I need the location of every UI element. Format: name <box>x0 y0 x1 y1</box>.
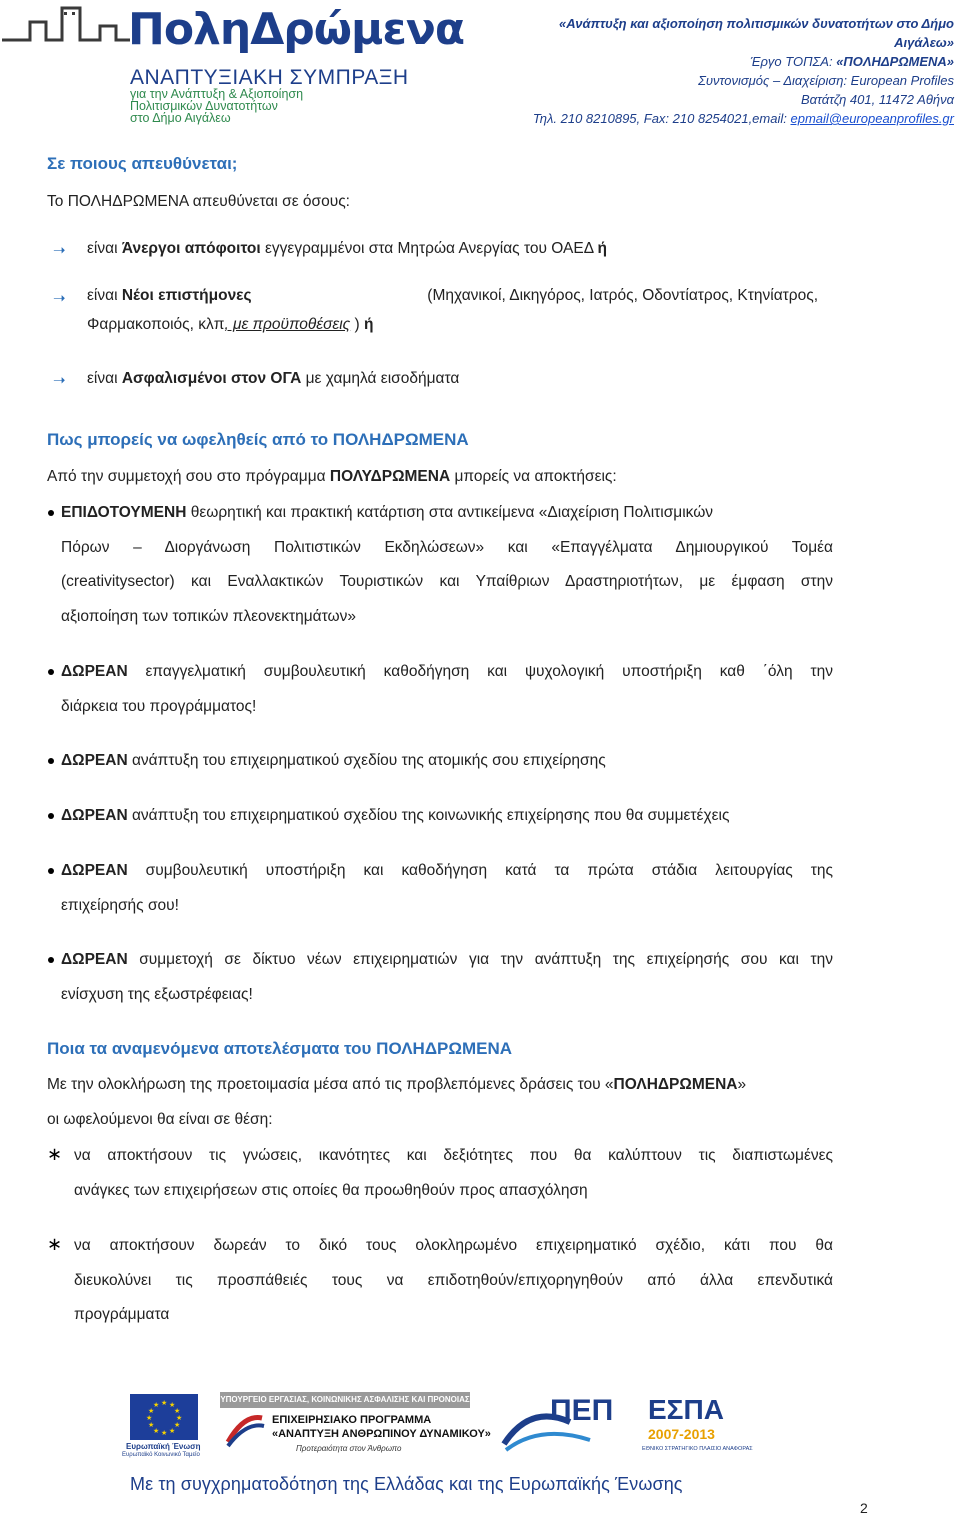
svg-text:★: ★ <box>153 1427 160 1435</box>
ministry-banner: ΥΠΟΥΡΓΕΙΟ ΕΡΓΑΣΙΑΣ, ΚΟΙΝΩΝΙΚΗΣ ΑΣΦΑΛΙΣΗΣ ΚΑΙ ΠΡΟΝΟΙΑΣ <box>220 1392 470 1408</box>
pep-logo: ΠΕΠ <box>500 1394 610 1454</box>
benefit-item: ΔΩΡΕΑΝ συμβουλευτική υποστήριξη και καθοδήγηση κατά τα πρώτα στάδια λειτουργίας της επιχείρησής σου! <box>61 862 833 914</box>
header-project-line: «Ανάπτυξη και αξιοποίηση πολιτισμικών δυνατοτήτων στο Δήμο Αιγάλεω» <box>559 16 954 50</box>
eu-flag-icon <box>130 1394 198 1440</box>
section-heading-results: Ποια τα αναμενόμενα αποτελέσματα του ΠΟΛΗΔΡΩΜΕΝΑ <box>47 1039 513 1058</box>
bullet-dot-icon <box>48 510 54 516</box>
results-intro: Με την ολοκλήρωση της προετοιμασία μέσα από τις προβλεπόμενες δράσεις του «ΠΟΛΗΔΡΩΜΕΝΑ» οι ωφελούμενοι θα είναι σε θέση: <box>47 1076 747 1128</box>
programme-subtitle: «ΑΝΑΠΤΥΞΗ ΑΝΘΡΩΠΙΝΟΥ ΔΥΝΑΜΙΚΟΥ» <box>272 1428 491 1440</box>
audience-item: είναι Ασφαλισμένοι στον ΟΓΑ με χαμηλά εισοδήματα <box>87 370 460 387</box>
svg-text:★: ★ <box>161 1429 168 1437</box>
eu-label: Ευρωπαϊκή Ένωση <box>126 1442 201 1451</box>
programme-title: ΕΠΙΧΕΙΡΗΣΙΑΚΟ ΠΡΟΓΡΑΜΜΑ <box>272 1414 432 1426</box>
bullet-dot-icon <box>48 758 54 764</box>
arrow-bullet-icon: ➝ <box>53 242 66 259</box>
espa-logo: ΕΣΠΑ 2007-2013 ΕΘΝΙΚΟ ΣΤΡΑΤΗΓΙΚΟ ΠΛΑΙΣΙΟ ΑΝΑΦΟΡΑΣ <box>642 1394 753 1452</box>
asterisk-bullet-icon: ∗ <box>47 1144 63 1164</box>
audience-intro: Το ΠΟΛΗΔΡΩΜΕΝΑ απευθύνεται σε όσους: <box>47 193 350 210</box>
audience-item: είναι Άνεργοι απόφοιτοι εγγεγραμμένοι στα Μητρώα Ανεργίας του ΟΑΕΔ ή <box>87 240 607 257</box>
logo-title: ΠοληΔρώμενα <box>128 4 465 55</box>
city-skyline-icon <box>2 0 132 70</box>
svg-text:★: ★ <box>148 1421 155 1429</box>
asterisk-bullet-icon: ∗ <box>47 1234 63 1254</box>
logo <box>0 0 465 130</box>
section-heading-audience: Σε ποιους απευθύνεται; <box>47 154 238 173</box>
svg-text:★: ★ <box>146 1414 153 1422</box>
bullet-dot-icon <box>48 813 54 819</box>
logo-tagline: για την Ανάπτυξη & Αξιοποίηση Πολιτισμικών Δυνατοτήτων στο Δήμο Αιγάλεω <box>130 87 304 125</box>
arrow-bullet-icon: ➝ <box>53 290 66 307</box>
svg-text:★: ★ <box>169 1401 176 1409</box>
svg-text:★: ★ <box>153 1401 160 1409</box>
programme-logo-icon <box>224 1412 266 1448</box>
benefit-item: ΔΩΡΕΑΝ συμμετοχή σε δίκτυο νέων επιχειρηματιών για την ανάπτυξη της επιχείρησής σου και την ενίσχυση της εξωστρέφειας! <box>61 951 833 1003</box>
section-heading-benefits: Πως μπορείς να ωφεληθείς από το ΠΟΛΗΔΡΩΜΕΝΑ <box>47 430 469 449</box>
benefit-item: ΔΩΡΕΑΝ ανάπτυξη του επιχειρηματικού σχεδίου της κοινωνικής επιχείρησης που θα συμμετέχεις <box>61 807 730 824</box>
svg-text:★: ★ <box>176 1414 183 1422</box>
bullet-dot-icon <box>48 868 54 874</box>
cofunding-statement: Με τη συγχρηματοδότηση της Ελλάδας και της Ευρωπαϊκής Ένωσης <box>130 1474 683 1494</box>
svg-text:★: ★ <box>174 1421 181 1429</box>
audience-item: είναι Νέοι επιστήμονες (Μηχανικοί, Δικηγόρος, Ιατρός, Οδοντίατρος, Κτηνίατρος, Φαρμακοποιός, κλπ, με προϋποθέσεις ) ή <box>87 287 818 333</box>
programme-motto: Προτεραιότητα στον Άνθρωπο <box>296 1444 402 1453</box>
bullet-dot-icon <box>48 669 54 675</box>
svg-text:★: ★ <box>169 1427 176 1435</box>
result-item: να αποκτήσουν τις γνώσεις, ικανότητες και δεξιότητες που θα καλύπτουν τις διαπιστωμένες ανάγκες των επιχειρήσεων στις οποίες θα προωθηθούν προς απασχόληση <box>74 1147 833 1199</box>
page-number: 2 <box>860 1500 868 1516</box>
arrow-bullet-icon: ➝ <box>53 372 66 389</box>
header-contact-block <box>514 14 954 128</box>
email-link[interactable]: epmail@europeanprofiles.gr <box>790 111 954 126</box>
benefit-item: ΕΠΙΔΟΤΟΥΜΕΝΗ θεωρητική και πρακτική κατάρτιση στα αντικείμενα «Διαχείριση Πολιτισμικών Πόρων – Διοργάνωση Πολιτιστικών Εκδηλώσεων» και «Επαγγέλματα Δημιουργικού Τομέα (creativitysector) και Εναλλακτικών Τουριστικών και Υπαίθριων Δραστηριοτήτων, με έμφαση στην αξιοποίηση των τοπικών πλεονεκτημάτων» <box>61 504 833 625</box>
header-address-line: Βατάτζη 401, 11472 Αθήνα <box>800 92 954 107</box>
eu-sub-label: Ευρωπαϊκό Κοινωνικό Ταμείο <box>122 1452 200 1458</box>
svg-text:★: ★ <box>148 1407 155 1415</box>
header-topsa-line: Έργο ΤΟΠΣΑ: «ΠΟΛΗΔΡΩΜΕΝΑ» <box>750 54 954 69</box>
benefit-item: ΔΩΡΕΑΝ ανάπτυξη του επιχειρηματικού σχεδίου της ατομικής σου επιχείρησης <box>61 752 606 769</box>
header-phone-line: Τηλ. 210 8210895, Fax: 210 8254021,email: epmail@europeanprofiles.gr <box>532 111 954 126</box>
header-coordination-line: Συντονισμός – Διαχείριση: European Profiles <box>698 73 954 88</box>
svg-text:★: ★ <box>161 1399 168 1407</box>
logo-subtitle: ΑΝΑΠΤΥΞΙΑΚΗ ΣΥΜΠΡΑΞΗ <box>130 66 409 89</box>
funding-footer <box>120 1390 760 1498</box>
bullet-dot-icon <box>48 957 54 963</box>
benefits-intro: Από την συμμετοχή σου στο πρόγραμμα ΠΟΛΥΔΡΩΜΕΝΑ μπορείς να αποκτήσεις: <box>47 468 617 485</box>
benefit-item: ΔΩΡΕΑΝ επαγγελματική συμβουλευτική καθοδήγηση και ψυχολογική υποστήριξη καθ ΄όλη την διάρκεια του προγράμματος! <box>61 663 833 715</box>
result-item: να αποκτήσουν δωρεάν το δικό τους ολοκληρωμένο επιχειρηματικό σχέδιο, κάτι που θα διευκολύνει τις προσπάθειές τους να επιδοτηθούν/επιχορηγηθούν από άλλα επενδυτικά προγράμματα <box>74 1237 833 1323</box>
svg-text:★: ★ <box>174 1407 181 1415</box>
